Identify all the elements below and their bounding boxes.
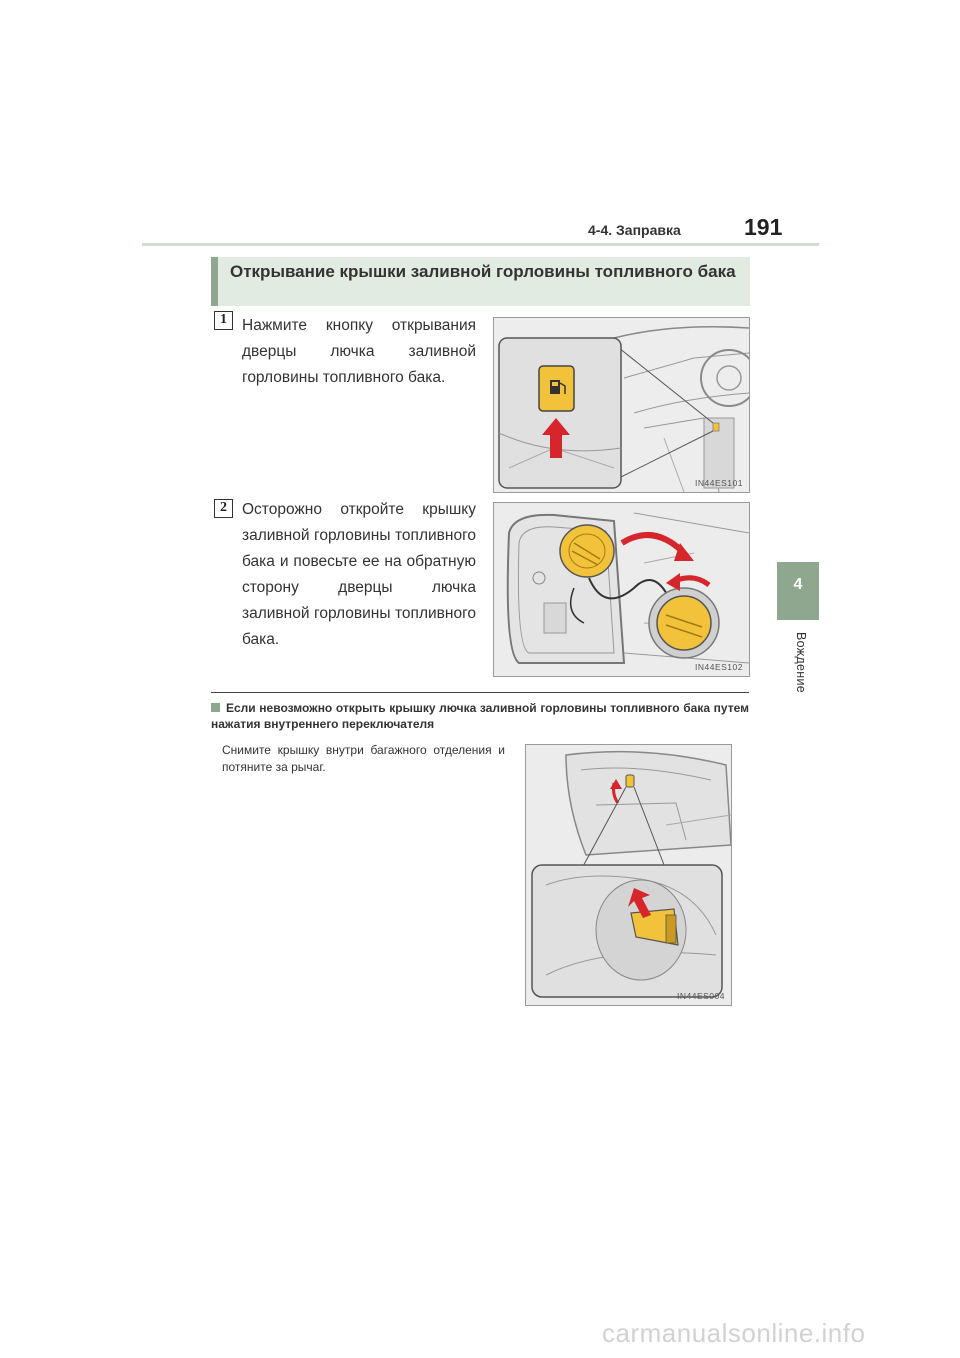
note-marker-icon (211, 703, 220, 712)
page-number: 191 (744, 214, 783, 240)
section-title-box (211, 257, 750, 306)
fuel-cap-illustration (494, 503, 749, 676)
step-number-1: 1 (214, 311, 233, 330)
figure-code: IN44ES101 (695, 478, 743, 488)
step-2 (242, 497, 476, 653)
figure-fuel-door-button (493, 317, 750, 493)
step-2-text: Осторожно откройте крышку заливной горловины топливного бака и повесьте ее на обратную сторону дверцы лючка заливной горловины топливного бака. (242, 501, 476, 648)
note-body: Снимите крышку внутри багажного отделения и потяните за рычаг. (222, 743, 505, 774)
figure-trunk-lever (525, 744, 732, 1006)
step-number-2: 2 (214, 499, 233, 518)
note-heading-text: Если невозможно открыть крышку лючка заливной горловины топливного бака путем нажатия внутреннего переключателя (211, 701, 749, 731)
section-divider (211, 692, 749, 693)
figure-code: IN44ES004 (677, 991, 725, 1001)
note-heading (211, 700, 749, 732)
step-1 (242, 313, 476, 391)
figure-fuel-cap-hang (493, 502, 750, 677)
chapter-number: 4 (793, 576, 803, 593)
figure-code: IN44ES102 (695, 662, 743, 672)
fuel-door-button-illustration (494, 318, 749, 492)
watermark: carmanualsonline.info (602, 1318, 866, 1348)
chapter-label: Вождение (794, 632, 808, 693)
header-divider (142, 243, 819, 246)
trunk-lever-illustration (526, 745, 731, 1005)
section-reference: 4-4. Заправка (588, 222, 681, 238)
section-title: Открывание крышки заливной горловины топливного бака (230, 262, 736, 281)
step-1-text: Нажмите кнопку открывания дверцы лючка заливной горловины топливного бака. (242, 317, 476, 386)
